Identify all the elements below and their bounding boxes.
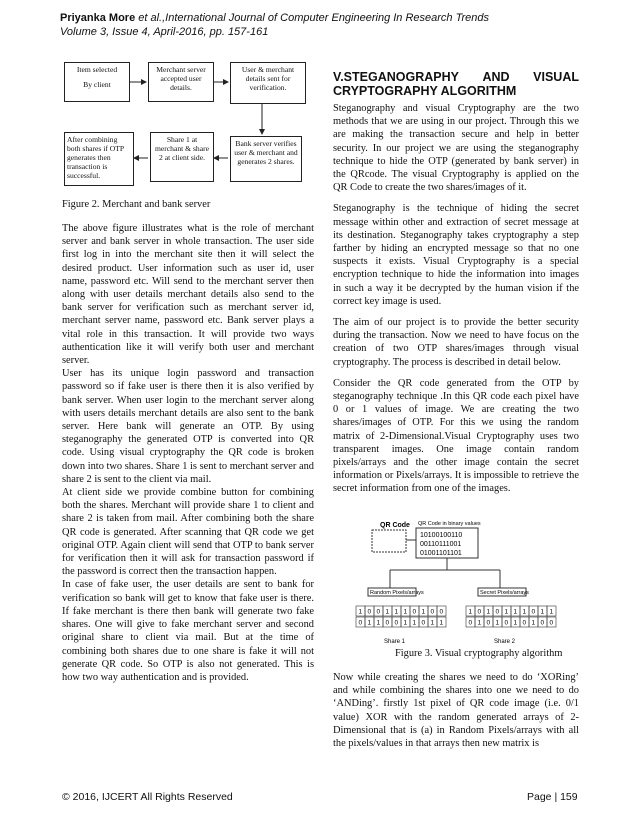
share-2-value: 0 xyxy=(495,608,500,616)
share-1-value: 1 xyxy=(412,619,417,627)
footer-copyright: © 2016, IJCERT All Rights Reserved xyxy=(62,791,233,803)
share-2-value: 1 xyxy=(540,608,545,616)
share-1-value: 0 xyxy=(367,608,372,616)
share-2-value: 1 xyxy=(513,619,518,627)
share-1-value: 1 xyxy=(439,619,444,627)
share-1-value: 1 xyxy=(358,608,363,616)
share-2-value: 0 xyxy=(549,619,554,627)
item-selected-label: Item selected xyxy=(76,65,118,74)
right-column xyxy=(333,70,579,496)
share-2-value: 1 xyxy=(522,608,527,616)
share-1-value: 1 xyxy=(367,619,372,627)
binary-row-1: 10100100110 xyxy=(420,532,463,539)
figure-3-diagram xyxy=(350,518,576,646)
share-2-label: Share 2 xyxy=(494,639,516,645)
left-paragraph-4: In case of fake user, the user details are sent to bank for verification so bank will get to know that fake user is there. If fake merchant is there then bank will generate two fake shares. One will give to fake merchant server and second original share to client via mail. But at the time of combining both shares due to one share is fake it will not generate QR code. So OTP is also not generated. This is how two way authentication and is provided. xyxy=(62,579,314,683)
merchant-server-box: Merchant server accepted user details. xyxy=(148,62,214,102)
section-title-a: V.STEGANOGRAPHY xyxy=(333,70,459,84)
share-2-grid xyxy=(466,606,556,627)
by-client-label: By client xyxy=(83,80,111,89)
right-paragraph-2: Steganography is the technique of hiding the secret message within other and extraction of secret message at its destination. Steganography takes cryptography a step farther by hiding an encrypted message so that no one suspects it exists. Visual Cryptography is a special encryption technique to hide the information into images in such a way it be decrypted by the human vision if the correct key image is used. xyxy=(333,203,579,307)
figure-3-drawing xyxy=(350,518,576,646)
left-paragraph-3: At client side we provide combine button for combining both the shares. Merchant will provide share 1 to client and share 2 is taken from mail. After combining both the share QR code is generated. After scanning that QR code we get original OTP. Again client will send that OTP to bank server for verification then it will ask for transaction password if the password is correct then the transaction happen. xyxy=(62,487,314,578)
left-paragraph-1: The above figure illustrates what is the role of merchant server and bank server in whole transaction. The user side first log in into the merchant site then it will select the desired product. User information such as user id, user name, password etc. Will send to the merchant server then along with user details merchant details also send to the bank server for verification such as merchant server id, merchant server name, password etc. Bank server plays a vital role in this transaction. It will provide two ways authentication like it will verify both user and merchant server. xyxy=(62,223,314,367)
right-column-bottom xyxy=(333,671,579,750)
random-label: Random Pixels/arrays xyxy=(370,590,424,596)
user-merchant-box: User & merchant details sent for verification. xyxy=(230,62,306,104)
binary-row-2: 00110111001 xyxy=(420,541,462,548)
left-paragraph-2: User has its unique login password and transaction password so if fake user is there then it is also verified by bank server. When user login to the merchant server along with users details merchant details are also sent to the bank server. Here bank will generate an OTP. By using steganography the generated OTP is converted into QR code. Using visual cryptography the QR code is broken down into two shares. Share 1 is sent to merchant server and share 2 is sent to the client via mail. xyxy=(62,368,314,485)
share-1-value: 0 xyxy=(394,619,399,627)
header-author: Priyanka More xyxy=(60,12,136,24)
share-1-value: 0 xyxy=(439,608,444,616)
item-selected-box xyxy=(64,62,130,102)
left-column xyxy=(62,222,314,684)
share-2-value: 1 xyxy=(549,608,554,616)
running-header xyxy=(60,12,580,38)
share-1-value: 1 xyxy=(421,608,426,616)
qr-code-label: QR Code xyxy=(380,522,410,529)
share1-box: Share 1 at merchant & share 2 at client side. xyxy=(150,132,214,182)
header-citation xyxy=(60,12,580,24)
header-volume: Volume 3, Issue 4, April-2016, pp. 157-161 xyxy=(60,26,269,38)
share-2-value: 0 xyxy=(522,619,527,627)
share-1-value: 1 xyxy=(385,608,390,616)
share-2-value: 0 xyxy=(486,619,491,627)
share-1-value: 0 xyxy=(358,619,363,627)
share-2-value: 1 xyxy=(495,619,500,627)
section-title-b: AND xyxy=(482,70,510,84)
share-2-value: 1 xyxy=(486,608,491,616)
secret-label: Secret Pixels/arrays xyxy=(480,590,529,596)
share-2-value: 0 xyxy=(540,619,545,627)
share-2-value: 0 xyxy=(477,608,482,616)
share-1-value: 0 xyxy=(430,608,435,616)
share-1-value: 0 xyxy=(412,608,417,616)
share-2-value: 1 xyxy=(504,608,509,616)
share-1-label: Share 1 xyxy=(384,639,406,645)
share-1-value: 1 xyxy=(403,608,408,616)
share-1-value: 1 xyxy=(394,608,399,616)
share-1-grid xyxy=(356,606,446,627)
share-2-value: 0 xyxy=(468,619,473,627)
right-paragraph-5: Now while creating the shares we need to do ‘XORing’ and while combining the shares into one we need to do ‘ANDing’. firstly 1st pixel of QR code image (i.e. 0/1 value) XOR with the random generated arrays of 2-Dimensional that is (a) in Random Pixels/arrays with all the pixels/values in that arrays then new matrix is xyxy=(333,672,579,750)
share-1-value: 1 xyxy=(376,619,381,627)
right-paragraph-4: Consider the QR code generated from the OTP by steganography technique .In this QR code each pixel have 0 or 1 values of image. We are creating the two shares/images of OTP. For this we using the random matrix of 2-Dimensional.Visual Cryptography uses two transparent images. One image contain random pixels/arrays and the other image contain the secret information or Pixels/arrays. It is impossible to retrieve the secret information from one of the images. xyxy=(333,377,579,495)
share-2-value: 0 xyxy=(531,608,536,616)
share-2-value: 1 xyxy=(468,608,473,616)
share-2-value: 1 xyxy=(513,608,518,616)
share-2-value: 1 xyxy=(531,619,536,627)
figure-2-caption: Figure 2. Merchant and bank server xyxy=(62,199,211,210)
section-title-c: VISUAL xyxy=(533,70,579,84)
section-heading xyxy=(333,70,579,98)
section-title-d: CRYPTOGRAPHY ALGORITHM xyxy=(333,84,517,98)
binary-row-3: 01001101101 xyxy=(420,550,462,557)
qr-code-box xyxy=(372,530,406,552)
after-combining-box: After combining both shares if OTP generates then transaction is successful. xyxy=(64,132,134,186)
share-1-value: 0 xyxy=(421,619,426,627)
figure-2-diagram xyxy=(62,60,314,192)
share-1-value: 0 xyxy=(376,608,381,616)
share-1-value: 1 xyxy=(430,619,435,627)
bank-server-box: Bank server verifies user & merchant and generates 2 shares. xyxy=(230,136,302,182)
share-1-value: 1 xyxy=(403,619,408,627)
footer-page: Page | 159 xyxy=(527,791,578,803)
right-paragraph-1: Steganography and visual Cryptography are the two methods that we are using in our project. Through this we are making the transaction secure and help in better security. In our project we are using the steganography technique to hide the OTP (generated by bank server) in the QRcode. The visual Cryptography is applied on the QR Code to create the two shares/images of it. xyxy=(333,103,579,194)
binary-label: QR Code in binary values xyxy=(418,521,481,527)
right-paragraph-3: The aim of our project is to provide the better security during the transaction. Now we need to have focus on the creation of two OTP shares/images through visual cryptography. The process is described in detail below. xyxy=(333,317,579,368)
share-1-value: 0 xyxy=(385,619,390,627)
share-2-value: 0 xyxy=(504,619,509,627)
figure-3-caption: Figure 3. Visual cryptography algorithm xyxy=(395,648,563,659)
share-2-value: 1 xyxy=(477,619,482,627)
header-journal: et al.,International Journal of Computer Engineering In Research Trends xyxy=(135,12,490,24)
